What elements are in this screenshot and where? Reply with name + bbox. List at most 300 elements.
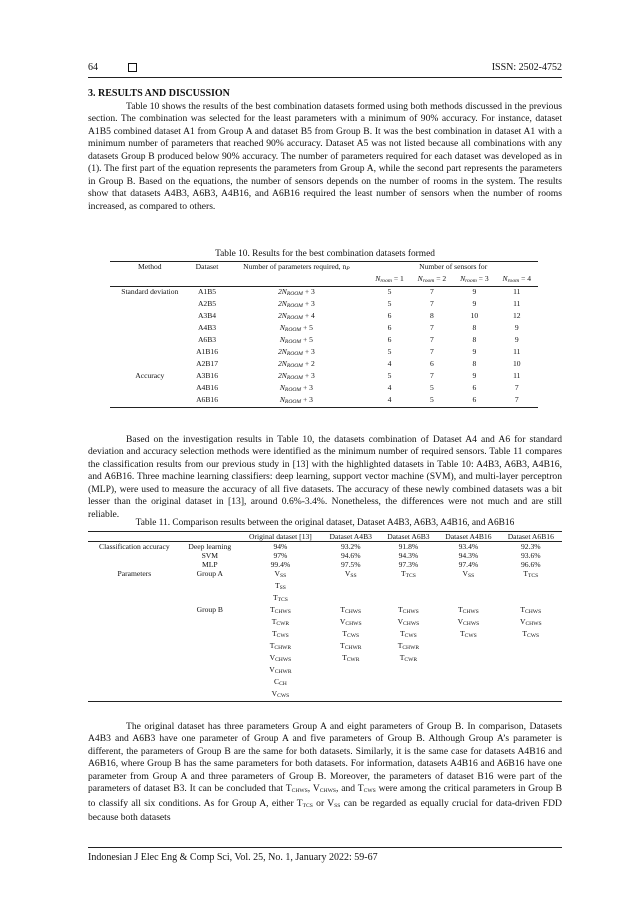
t11-param (502, 605, 560, 617)
t10-sensors-1: 4 (387, 383, 392, 392)
parameter-symbol (272, 617, 289, 626)
t10-dataset: A2B5 (197, 299, 217, 308)
t11-param-list (437, 569, 499, 605)
parameter-symbol (458, 605, 479, 614)
t10-row (110, 299, 538, 311)
parameter-symbol (340, 617, 362, 626)
symbol-letter: T (342, 629, 348, 638)
inline-symbol-letter: V (312, 783, 320, 795)
symbol-subscript: CWS (277, 693, 290, 699)
t10-head-sensors: Number of sensors for (419, 262, 488, 271)
t10-sensors-2: 7 (430, 299, 434, 308)
eq-room: ROOM (284, 387, 302, 393)
t10-sensors-2: 5 (430, 383, 434, 392)
t11-group-row (88, 605, 562, 702)
square-icon (128, 63, 137, 72)
t10-sensors-3: 9 (472, 371, 477, 380)
t11-param-list (239, 569, 322, 605)
section-heading: 3. RESULTS AND DISCUSSION (88, 88, 230, 99)
paragraph-3: The original dataset has three parameters Group A and eight parameters of Group B. In comparison, Datasets A4B3 and A6B3 have one parameter of Group A and five parameters of Group B. Although Group A’s parameter is different, the parameters of Group B are the same for both datasets. Similarly, it is the same case for datasets A4B16 and A6B16, where Group B has the same parameters for both datasets. For information, datasets A4B16 and A6B16 have one parameter from Group A and three parameters of Group B. Moreover, the parameters of dataset B16 were part of the parameters of dataset B3. It can be concluded that TCHWS, VCHWS, and TCWS were among the critical parameters in Group B to classify all six conditions. As for Group A, either TTCS or VSS can be regarded as equally crucial for data-driven FDD because both datasets (88, 721, 563, 824)
symbol-letter: V (271, 689, 278, 698)
symbol-letter: V (457, 617, 464, 626)
t10-row (110, 395, 538, 408)
t11-accuracy-row (88, 560, 562, 569)
t10-dataset: A4B3 (197, 323, 217, 332)
t10-head-dataset: Dataset (195, 262, 219, 271)
symbol-subscript: CHWS (275, 657, 292, 663)
t11-group-row (88, 569, 562, 605)
room-value: = 2 (434, 274, 447, 283)
t11-param (439, 617, 497, 629)
t10-sensors-1: 5 (387, 371, 392, 380)
symbol-subscript: CHWS (345, 621, 362, 627)
t10-sensors-3: 6 (472, 383, 477, 392)
symbol-letter: T (399, 653, 405, 662)
table10-subheader-row (110, 274, 538, 287)
t11-accuracy-value: 99.4% (270, 560, 291, 569)
symbol-letter: V (339, 617, 346, 626)
t10-method-cell (110, 299, 190, 311)
t10-method-cell (110, 335, 190, 347)
t10-sensors-2: 7 (430, 371, 434, 380)
t11-param (439, 569, 497, 581)
eq-coef: 2N (277, 299, 287, 308)
eq-const: + 3 (302, 287, 315, 296)
parameter-symbol (272, 689, 290, 698)
t11-accuracy-row (88, 551, 562, 560)
t10-method-cell (110, 347, 190, 359)
room-value: = 4 (519, 274, 532, 283)
t10-row (110, 335, 538, 347)
t10-sensors-2: 7 (430, 323, 434, 332)
sensor-col-1 (368, 274, 410, 287)
parameter-symbol (398, 641, 419, 650)
inline-symbol-letter: T (285, 783, 292, 795)
symbol-subscript: CHWS (274, 609, 291, 615)
t11-accuracy-value: 94% (273, 542, 288, 551)
symbol-subscript: SS (468, 573, 475, 579)
t11-accuracy-value: 96.6% (520, 560, 541, 569)
parameter-symbol (520, 617, 542, 626)
t10-equation (224, 359, 368, 371)
t11-param (241, 617, 320, 629)
t11-param-list (380, 605, 438, 702)
t10-sensors-1: 6 (387, 311, 392, 320)
t11-row-label (88, 560, 181, 569)
t11-param (241, 581, 320, 593)
t10-dataset: A6B3 (197, 335, 217, 344)
eq-const: + 3 (302, 371, 315, 380)
symbol-subscript: CHWS (403, 621, 420, 627)
t11-param (241, 665, 320, 677)
symbol-subscript: CHWS (525, 621, 542, 627)
room-value: = 1 (391, 274, 404, 283)
t10-row (110, 383, 538, 395)
symbol-letter: V (274, 569, 281, 578)
symbol-subscript: CHWR (344, 645, 362, 651)
parameter-symbol (463, 569, 475, 578)
symbol-letter: T (523, 569, 528, 578)
t11-accuracy-value: 97.3% (398, 560, 419, 569)
t10-equation (224, 287, 368, 300)
t10-sensors-3: 8 (472, 359, 477, 368)
t11-param (502, 629, 560, 641)
t11-param (324, 653, 378, 665)
t10-sensors-4: 11 (513, 371, 521, 380)
t11-accuracy-value: 92.3% (520, 542, 541, 551)
t10-sensors-1: 5 (387, 287, 392, 296)
t10-dataset: A6B16 (196, 395, 219, 404)
page-header (88, 62, 562, 76)
sensor-col-2 (411, 274, 453, 287)
t10-sensors-2: 7 (430, 347, 434, 356)
eq-const: + 5 (301, 323, 313, 332)
symbol-subscript: CHWS (463, 621, 480, 627)
n-label: N (417, 274, 423, 283)
t10-sensors-1: 6 (387, 323, 392, 332)
t10-row (110, 287, 538, 300)
footer-rule (88, 847, 562, 848)
t10-dataset: A2B17 (196, 359, 219, 368)
t10-dataset: A4B16 (196, 383, 219, 392)
t11-param (382, 653, 436, 665)
symbol-letter: V (519, 617, 526, 626)
eq-room: ROOM (286, 363, 303, 369)
symbol-subscript: CHWS (402, 609, 419, 615)
symbol-subscript: CHWS (344, 609, 362, 615)
symbol-subscript: CHWR (274, 669, 292, 675)
table10-caption: Table 10. Results for the best combination datasets formed (215, 249, 435, 259)
parameter-symbol (270, 605, 291, 614)
table10 (110, 261, 538, 408)
t10-row (110, 347, 538, 359)
table10-header-row (110, 262, 538, 275)
t10-dataset: A1B5 (197, 287, 217, 296)
eq-coef: N (279, 335, 285, 344)
symbol-letter: T (340, 641, 345, 650)
eq-room: ROOM (286, 315, 303, 321)
parameter-symbol (270, 653, 292, 662)
t10-sensors-1: 4 (387, 359, 392, 368)
t11-accuracy-value: 91.8% (398, 542, 419, 551)
symbol-letter: T (397, 605, 403, 614)
symbol-letter: T (342, 653, 347, 662)
t10-sensors-4: 7 (514, 383, 519, 392)
symbol-letter: T (522, 629, 528, 638)
t10-equation (224, 335, 368, 347)
t11-col-4: Dataset A4B16 (445, 532, 492, 541)
t10-row (110, 371, 538, 383)
t11-param (241, 629, 320, 641)
t10-method-cell: Standard deviation (121, 287, 179, 296)
eq-const: + 3 (302, 299, 315, 308)
room-subscript: room (507, 278, 520, 284)
symbol-letter: T (460, 629, 465, 638)
eq-const: + 4 (302, 311, 315, 320)
eq-room: ROOM (284, 339, 302, 345)
symbol-letter: T (270, 605, 275, 614)
t10-equation (224, 311, 368, 323)
t10-sensors-3: 8 (472, 335, 477, 344)
eq-const: + 3 (302, 347, 315, 356)
symbol-letter: T (271, 617, 277, 626)
t10-sensors-1: 6 (387, 335, 392, 344)
symbol-letter: C (273, 677, 280, 686)
t11-accuracy-value: 93.6% (520, 551, 541, 560)
t10-sensors-1: 5 (387, 347, 392, 356)
t11-row-label: Parameters (117, 569, 152, 578)
symbol-subscript: SS (279, 585, 286, 591)
t11-classifier: MLP (202, 560, 218, 569)
inline-symbol-subscript: CHWS (291, 788, 308, 795)
symbol-letter: T (274, 581, 280, 590)
t11-param (241, 689, 320, 701)
t11-col-3: Dataset A6B3 (387, 532, 430, 541)
symbol-letter: V (397, 617, 404, 626)
t11-accuracy-value: 93.4% (458, 542, 479, 551)
parameter-symbol (460, 629, 477, 638)
symbol-subscript: CWR (346, 657, 360, 663)
paragraph-1: Table 10 shows the results of the best combination datasets formed using both methods discussed in the previous section. The combination was selected for the least parameters with a minimum of 90% accuracy. For instance, dataset A1B5 combined dataset A1 from Group A and dataset B5 from Group B. It was the best combination in dataset A1 with a minimum number of parameters that reached 90% accuracy. Dataset A5 was not listed because all combinations with any datasets Group B produced below 90% accuracy. The number of parameters required for each dataset was developed as in (1). The first part of the equation represents the parameters from Group A, while the second part represents the parameters in Group B. Based on the equations, the number of sensors depends on the number of rooms in the system. The results show that datasets A4B3, A6B3, A4B16, and A6B16 required the least number of sensors when the number of rooms increased, as compared to others. (88, 101, 562, 212)
inline-symbol-subscript: SS (334, 802, 341, 809)
t11-row-label: Classification accuracy (99, 542, 170, 551)
paragraph-2: Based on the investigation results in Table 10, the datasets combination of Dataset A4 and A6 for standard deviation and accuracy selection methods were identified as the minimum number of required sensors. Table 11 compares the classification results from our previous study in [13] with the highlighted datasets in Table 10: A4B3, A6B3, A4B16, and A6B16. Three machine learning classifiers: deep learning, support vector machine (SVM), and multi-layer perceptron (MLP), were used to measure the accuracy of all five datasets. The accuracy of these newly combined datasets was a bit lesser than the original dataset in [13], around 0.6%-3.4%. Nonetheless, the differences were not much and are still reliable. (88, 434, 562, 520)
symbol-letter: V (344, 569, 351, 578)
t11-accuracy-value: 97% (273, 551, 288, 560)
eq-coef: N (279, 395, 285, 404)
inline-symbol-letter: V (327, 797, 335, 809)
symbol-subscript: SS (350, 573, 357, 579)
t10-sensors-3: 8 (472, 323, 477, 332)
t11-param (502, 569, 560, 581)
t11-classifier: SVM (201, 551, 219, 560)
inline-symbol-subscript: TCS (302, 802, 313, 809)
eq-room: ROOM (284, 399, 302, 405)
eq-coef: N (279, 383, 285, 392)
symbol-subscript: CHWS (462, 609, 479, 615)
table11-header-row (88, 532, 562, 542)
eq-const: + 5 (301, 335, 313, 344)
parameter-symbol (458, 617, 480, 626)
eq-coef: 2N (277, 371, 287, 380)
t10-method-cell: Accuracy (135, 371, 165, 380)
t11-param (241, 569, 320, 581)
t10-head-method: Method (137, 262, 162, 271)
parameter-symbol (523, 569, 538, 578)
symbol-letter: V (269, 653, 276, 662)
t10-sensors-4: 7 (514, 395, 519, 404)
t10-head-params-text: Number of parameters required, n (243, 262, 347, 271)
parameter-symbol (522, 629, 539, 638)
symbol-letter: T (400, 629, 405, 638)
t11-param (382, 641, 436, 653)
t10-sensors-3: 9 (472, 299, 477, 308)
footer-citation: Indonesian J Elec Eng & Comp Sci, Vol. 25, No. 1, January 2022: 59-67 (88, 852, 378, 863)
eq-room: ROOM (286, 375, 303, 381)
eq-room: ROOM (286, 303, 303, 309)
t10-equation (224, 299, 368, 311)
eq-const: + 2 (302, 359, 315, 368)
t11-param (382, 617, 436, 629)
t10-sensors-4: 9 (514, 323, 519, 332)
parameter-symbol (345, 569, 357, 578)
parameter-symbol (400, 629, 417, 638)
t11-param (324, 605, 378, 617)
parameter-symbol (270, 641, 291, 650)
parameter-symbol (274, 677, 287, 686)
parameter-symbol (342, 629, 359, 638)
eq-const: + 3 (301, 395, 313, 404)
parameter-symbol (275, 581, 286, 590)
t10-equation (224, 323, 368, 335)
t10-head-params (224, 262, 368, 275)
t10-sensors-4: 11 (513, 287, 521, 296)
t11-param-list (500, 569, 562, 605)
parameter-symbol (342, 653, 359, 662)
symbol-letter: T (400, 569, 406, 578)
t10-equation (224, 383, 368, 395)
symbol-subscript: CHWS (525, 609, 542, 615)
issn: ISSN: 2502-4752 (491, 62, 562, 73)
t11-param (324, 617, 378, 629)
eq-coef: 2N (277, 311, 287, 320)
t11-group-label: Group B (196, 605, 223, 614)
t10-sensors-2: 5 (430, 395, 434, 404)
t10-sensors-3: 10 (470, 311, 479, 320)
symbol-letter: T (457, 605, 463, 614)
t11-accuracy-value: 94.3% (398, 551, 419, 560)
t11-accuracy-row (88, 542, 562, 552)
t11-row-label (88, 605, 181, 702)
eq-const: + 3 (301, 383, 313, 392)
t11-group-label: Group A (196, 569, 223, 578)
table11-caption: Table 11. Comparison results between the original dataset, Dataset A4B3, A6B3, A4B16, and A6B16 (135, 518, 515, 528)
t11-param-list (322, 605, 380, 702)
symbol-subscript: SS (280, 573, 287, 579)
eq-room: ROOM (286, 351, 303, 357)
t11-classifier: Deep learning (188, 542, 232, 551)
symbol-letter: V (269, 665, 275, 674)
parameter-symbol (520, 605, 541, 614)
t10-sensors-4: 10 (512, 359, 521, 368)
t10-sensors-3: 9 (472, 347, 477, 356)
t11-param (382, 569, 436, 581)
t10-dataset: A3B4 (197, 311, 217, 320)
t10-sensors-4: 11 (513, 347, 521, 356)
symbol-subscript: TCS (277, 597, 288, 603)
parameter-symbol (398, 617, 420, 626)
inline-symbol-letter: T (357, 783, 364, 795)
t11-param-list (380, 569, 438, 605)
t10-method-cell (110, 359, 190, 371)
t10-row (110, 311, 538, 323)
t11-param (382, 605, 436, 617)
header-rule (88, 77, 562, 78)
t10-sensors-2: 6 (430, 359, 434, 368)
t11-param (502, 617, 560, 629)
symbol-subscript: CHWR (402, 645, 420, 651)
parameter-symbol (340, 605, 361, 614)
t11-accuracy-value: 94.6% (340, 551, 361, 560)
t10-method-cell (110, 311, 190, 323)
t11-param (241, 593, 320, 605)
symbol-subscript: CWR (276, 621, 290, 627)
t10-dataset: A3B16 (196, 371, 219, 380)
t10-method-cell (110, 383, 190, 395)
parameter-symbol (273, 593, 288, 602)
symbol-letter: T (340, 605, 345, 614)
t10-row (110, 359, 538, 371)
parameter-symbol (269, 665, 291, 674)
t11-param-list (322, 569, 380, 605)
symbol-subscript: CH (279, 681, 287, 687)
t11-param (439, 605, 497, 617)
t10-sensors-1: 4 (387, 395, 392, 404)
t11-param-list (239, 605, 322, 702)
t11-col-5: Dataset A6B16 (507, 532, 554, 541)
t11-col-1: Original dataset [13] (248, 532, 312, 541)
t10-sensors-2: 7 (430, 335, 434, 344)
eq-coef: N (279, 323, 285, 332)
n-label: N (375, 274, 381, 283)
eq-coef: 2N (277, 287, 287, 296)
sensor-col-4 (496, 274, 538, 287)
symbol-subscript: CWS (276, 633, 289, 639)
t10-row (110, 323, 538, 335)
t10-sensors-4: 12 (512, 311, 521, 320)
room-value: = 3 (476, 274, 489, 283)
t10-method-cell (110, 395, 190, 408)
page-number: 64 (88, 62, 98, 73)
t11-accuracy-value: 97.5% (340, 560, 361, 569)
t11-param (241, 641, 320, 653)
sensor-col-3 (453, 274, 495, 287)
t10-sensors-1: 5 (387, 299, 392, 308)
symbol-subscript: CWS (347, 633, 360, 639)
inline-symbol-subscript: CHWS (319, 788, 336, 795)
t10-sensors-4: 9 (514, 335, 519, 344)
symbol-letter: T (397, 641, 403, 650)
t10-sensors-3: 9 (472, 287, 477, 296)
symbol-subscript: TCS (405, 573, 416, 579)
eq-coef: 2N (277, 359, 287, 368)
t11-param (241, 605, 320, 617)
n-label: N (502, 274, 508, 283)
parameter-symbol (272, 629, 289, 638)
t11-accuracy-value: 97.4% (458, 560, 479, 569)
t10-dataset: A1B16 (196, 347, 219, 356)
t11-accuracy-value: 94.3% (458, 551, 479, 560)
t11-accuracy-value: 93.2% (340, 542, 361, 551)
t11-param (382, 629, 436, 641)
symbol-letter: T (520, 605, 526, 614)
symbol-letter: T (272, 593, 278, 602)
parameter-symbol (400, 653, 417, 662)
room-subscript: room (380, 278, 392, 284)
eq-room: ROOM (286, 291, 303, 297)
t11-param-list (437, 605, 499, 702)
t11-param (324, 569, 378, 581)
t10-equation (224, 371, 368, 383)
t10-sensors-2: 7 (430, 287, 434, 296)
t10-sensors-2: 8 (430, 311, 434, 320)
eq-room: ROOM (284, 327, 302, 333)
t11-col-2: Dataset A4B3 (329, 532, 372, 541)
inline-symbol-subscript: CWS (363, 788, 376, 795)
table11 (88, 531, 562, 702)
parameter-symbol (340, 641, 361, 650)
symbol-subscript: CWS (404, 633, 417, 639)
